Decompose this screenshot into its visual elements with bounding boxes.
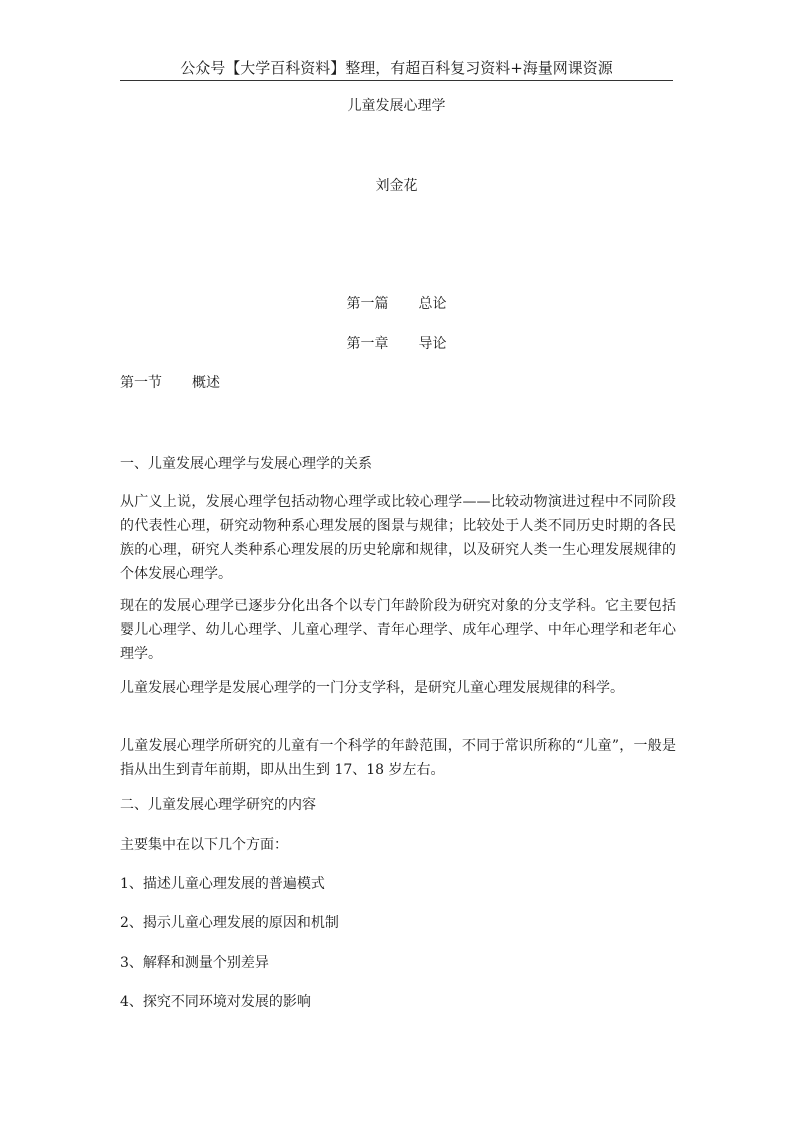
part-label: 第一篇 <box>346 296 389 312</box>
section-heading <box>120 373 673 393</box>
document-title: 儿童发展心理学 <box>347 98 446 114</box>
part-name: 总论 <box>418 296 447 312</box>
list-item: 3、解释和测量个别差异 <box>120 955 269 971</box>
chapter-name: 导论 <box>418 336 447 352</box>
list-item: 1、描述儿童心理发展的普遍模式 <box>120 876 325 892</box>
list-item: 2、揭示儿童心理发展的原因和机制 <box>120 915 339 931</box>
section-label: 第一节 <box>120 375 162 391</box>
part-heading <box>120 294 673 314</box>
author-name: 刘金花 <box>375 178 418 194</box>
paragraph: 从广义上说，发展心理学包括动物心理学或比较心理学——比较动物演进过程中不同阶段的代表性心理，研究动物种系心理发展的图景与规律；比较处于人类不同历史时期的各民族的心理，研究人类种系心理发展的历史轮廓和规律，以及研究人类一生心理发展规律的个体发展心理学。 <box>120 494 676 582</box>
heading-relationship: 一、儿童发展心理学与发展心理学的关系 <box>120 456 372 472</box>
heading-content: 二、儿童发展心理学研究的内容 <box>120 797 316 813</box>
section-name: 概述 <box>192 375 220 391</box>
paragraph: 现在的发展心理学已逐步分化出各个以专门年龄阶段为研究对象的分支学科。它主要包括婴儿心理学、幼儿心理学、儿童心理学、青年心理学、成年心理学、中年心理学和老年心理学。 <box>120 598 676 662</box>
page-header: 公众号【大学百科资料】整理，有超百科复习资料+海量网课资源 <box>180 59 613 77</box>
chapter-heading <box>120 334 673 354</box>
list-intro: 主要集中在以下几个方面： <box>120 837 288 853</box>
header-divider <box>120 80 673 81</box>
paragraph: 儿童发展心理学所研究的儿童有一个科学的年龄范围，不同于常识所称的“儿童”，一般是指从出生到青年前期，即从出生到 17、18 岁左右。 <box>120 738 676 778</box>
list-item: 4、探究不同环境对发展的影响 <box>120 994 311 1010</box>
paragraph: 儿童发展心理学是发展心理学的一门分支学科，是研究儿童心理发展规律的科学。 <box>120 680 624 696</box>
chapter-label: 第一章 <box>346 336 389 352</box>
